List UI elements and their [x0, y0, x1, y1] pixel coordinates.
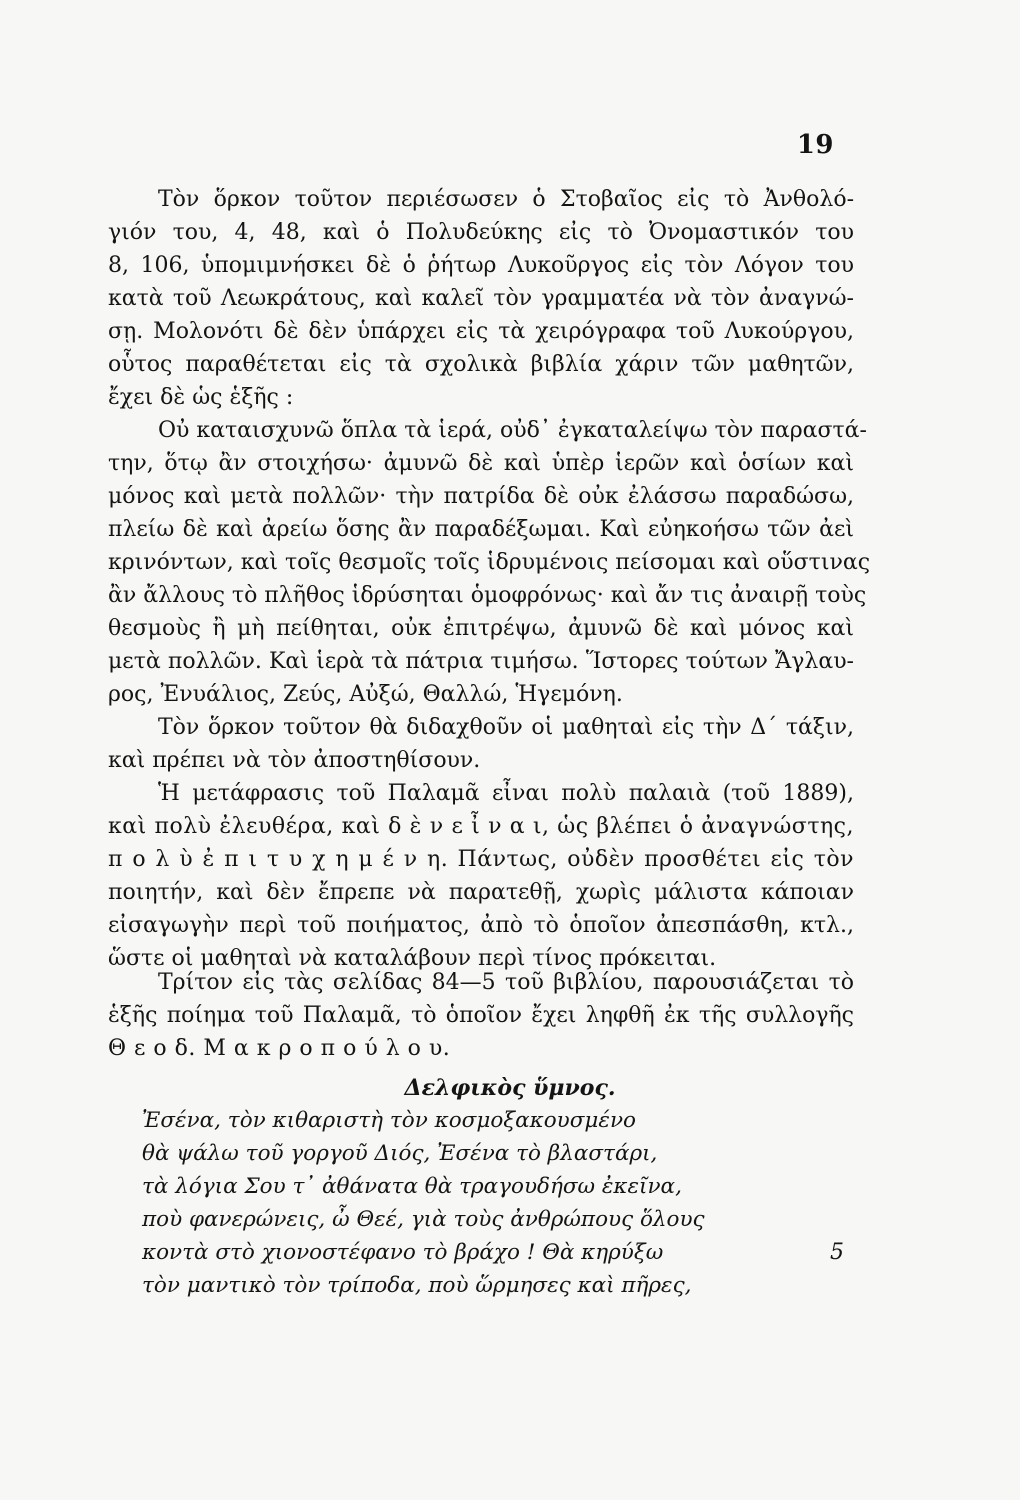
text-line: πλείω δὲ καὶ ἀρείω ὅσης ἂν παραδέξωμαι. Καὶ εὐηκοήσω τῶν ἀεὶ: [108, 517, 854, 542]
poem-line: Ἐσένα, τὸν κιθαριστὴ τὸν κοσμοξακουσμένο: [142, 1108, 636, 1133]
text-line: εἰσαγωγὴν περὶ τοῦ ποιήματος, ἀπὸ τὸ ὁποῖον ἀπεσπάσθη, κτλ.,: [108, 913, 854, 938]
poem-line: ποὺ φανερώνεις, ὦ Θεέ, γιὰ τοὺς ἀνθρώπους ὅλους: [142, 1207, 705, 1232]
text-line: γιόν του, 4, 48, καὶ ὁ Πολυδεύκης εἰς τὸ Ὀνομαστικόν του: [108, 220, 854, 245]
text-line: π ο λ ὺ ἐ π ι τ υ χ η μ έ ν η. Πάντως, οὐδὲν προσθέτει εἰς τὸν: [108, 847, 854, 872]
paragraph-lykourgos-intro: [108, 183, 854, 414]
text-line: 8, 106, ὑπομιμνήσκει δὲ ὁ ῥήτωρ Λυκοῦργος εἰς τὸν Λόγον του: [108, 253, 854, 278]
poem-line: τὰ λόγια Σου τ᾽ ἀθάνατα θὰ τραγουδήσω ἐκεῖνα,: [142, 1174, 682, 1199]
poem-title: Δελφικὸς ὕμνος.: [404, 1075, 616, 1101]
poem-delphic-hymn: [142, 1104, 862, 1302]
text-line: μετὰ πολλῶν. Καὶ ἱερὰ τὰ πάτρια τιμήσω. Ἵστορες τούτων Ἄγλαυ-: [108, 649, 854, 674]
text-line: μόνος καὶ μετὰ πολλῶν· τὴν πατρίδα δὲ οὐκ ἐλάσσω παραδώσω,: [108, 484, 854, 509]
paragraph-third-poem-intro: [108, 966, 854, 1065]
text-line: καὶ πολὺ ἐλευθέρα, καὶ δ ὲ ν ε ἶ ν α ι, ὡς βλέπει ὁ ἀναγνώστης,: [108, 814, 854, 839]
page-number: 19: [796, 130, 834, 160]
text-line: Τρίτον εἰς τὰς σελίδας 84—5 τοῦ βιβλίου, παρουσιάζεται τὸ: [158, 970, 854, 995]
text-line: οὗτος παραθέτεται εἰς τὰ σχολικὰ βιβλία χάριν τῶν μαθητῶν,: [108, 352, 854, 377]
text-line: Θ ε ο δ. Μ α κ ρ ο π ο ύ λ ο υ.: [108, 1036, 451, 1061]
paragraph-oath-teaching: [108, 711, 854, 777]
text-line: Τὸν ὅρκον τοῦτον θὰ διδαχθοῦν οἱ μαθηταὶ εἰς τὴν Δ΄ τάξιν,: [158, 715, 854, 740]
poem-line: τὸν μαντικὸ τὸν τρίποδα, ποὺ ὥρμησες καὶ πῆρες,: [142, 1273, 692, 1298]
paragraph-translation-critique: [108, 777, 854, 975]
text-line: θεσμοὺς ἢ μὴ πείθηται, οὐκ ἐπιτρέψω, ἀμυνῶ δὲ καὶ μόνος καὶ: [108, 616, 854, 641]
text-line: ποιητήν, καὶ δὲν ἔπρεπε νὰ παρατεθῇ, χωρὶς μάλιστα κάποιαν: [108, 880, 854, 905]
text-line: ρος, Ἐνυάλιος, Ζεύς, Αὐξώ, Θαλλώ, Ἡγεμόνη.: [108, 682, 623, 707]
ephebic-oath: [108, 414, 871, 711]
poem-line-numbered: [142, 1236, 862, 1269]
text-line: ὥστε οἱ μαθηταὶ νὰ καταλάβουν περὶ τίνος πρόκειται.: [108, 946, 717, 971]
text-line: Τὸν ὅρκον τοῦτον περιέσωσεν ὁ Στοβαῖος εἰς τὸ Ἀνθολό-: [158, 187, 854, 212]
main-text: [108, 183, 871, 975]
text-line: ἑξῆς ποίημα τοῦ Παλαμᾶ, τὸ ὁποῖον ἔχει ληφθῆ ἐκ τῆς συλλογῆς: [108, 1003, 854, 1028]
text-line: σῃ. Μολονότι δὲ δὲν ὑπάρχει εἰς τὰ χειρόγραφα τοῦ Λυκούργου,: [108, 319, 854, 344]
text-line: Ἡ μετάφρασις τοῦ Παλαμᾶ εἶναι πολὺ παλαιὰ (τοῦ 1889),: [158, 781, 854, 806]
text-line: ἔχει δὲ ὡς ἑξῆς :: [108, 385, 294, 410]
text-line: την, ὅτῳ ἂν στοιχήσω· ἀμυνῶ δὲ καὶ ὑπὲρ ἱερῶν καὶ ὁσίων καὶ: [108, 451, 854, 476]
text-line: κατὰ τοῦ Λεωκράτους, καὶ καλεῖ τὸν γραμματέα νὰ τὸν ἀναγνώ-: [108, 286, 854, 311]
poem-line-text: κοντὰ στὸ χιονοστέφανο τὸ βράχο ! Θὰ κηρύξω: [142, 1240, 664, 1265]
poem-line-number: 5: [830, 1240, 844, 1265]
poem-line: θὰ ψάλω τοῦ γοργοῦ Διός, Ἐσένα τὸ βλαστάρι,: [142, 1141, 658, 1166]
text-line: ἂν ἄλλους τὸ πλῆθος ἱδρύσηται ὁμοφρόνως· καὶ ἄν τις ἀναιρῇ τοὺς: [108, 583, 867, 608]
text-line: καὶ πρέπει νὰ τὸν ἀποστηθίσουν.: [108, 748, 481, 773]
text-line: κρινόντων, καὶ τοῖς θεσμοῖς τοῖς ἱδρυμένοις πείσομαι καὶ οὕστινας: [108, 550, 871, 575]
text-line: Οὐ καταισχυνῶ ὅπλα τὰ ἱερά, οὐδ᾽ ἐγκαταλείψω τὸν παραστά-: [158, 418, 867, 443]
